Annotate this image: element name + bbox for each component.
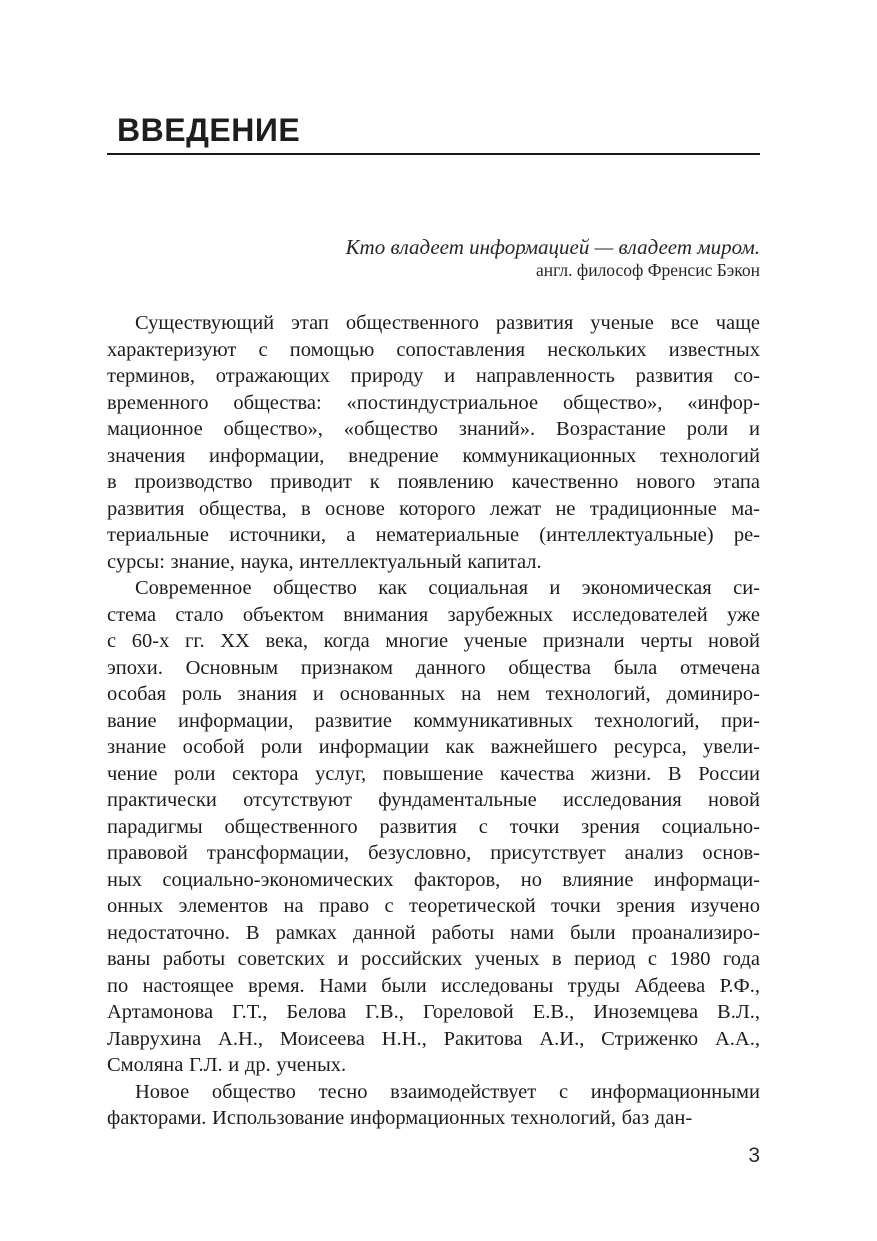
paragraph-line: особая роль знания и основанных на нем технологий, доминиро- [107,683,760,705]
paragraph-line: недостаточно. В рамках данной работы нами были проанализиро- [107,921,760,944]
paragraph-line: эпохи. Основным признаком данного общества была отмечена [107,656,760,679]
paragraph-line: с 60-х гг. XX века, когда многие ученые признали черты новой [107,630,760,652]
paragraph-line: характеризуют с помощью сопоставления нескольких известных [107,338,760,361]
body-text [107,310,760,1132]
paragraph-line: Современное общество как социальная и экономическая си- [135,577,760,599]
paragraph-line: сурсы: знание, наука, интеллектуальный капитал. [107,550,542,573]
paragraph-line: факторами. Использование информационных технологий, баз дан- [107,1107,693,1129]
paragraph-line: в производство приводит к появлению качественно нового этапа [107,471,760,493]
epigraph-attribution: англ. философ Френсис Бэкон [535,260,760,280]
chapter-title: ВВЕДЕНИЕ [117,112,301,148]
body-paragraph [107,310,760,575]
epigraph [107,235,760,281]
paragraph-line: парадигмы общественного развития с точки зрения социально- [107,815,760,838]
paragraph-line: териальные источники, а нематериальные (интеллектуальные) ре- [107,524,760,546]
paragraph-line: развития общества, в основе которого лежат не традиционные ма- [107,497,760,520]
page-content [107,0,760,1132]
paragraph-line: практически отсутствуют фундаментальные исследования новой [107,789,760,811]
paragraph-line: ных социально-экономических факторов, но влияние информаци- [107,868,760,891]
paragraph-line: Новое общество тесно взаимодействует с информационными [135,1080,760,1103]
body-paragraph [107,1079,760,1132]
paragraph-line: терминов, отражающих природу и направленность развития со- [107,365,760,387]
paragraph-line: онных элементов на право с теоретической точки зрения изучено [107,895,760,917]
paragraph-line: вание информации, развитие коммуникативных технологий, при- [107,709,760,732]
paragraph-line: правовой трансформации, безусловно, присутствует анализ основ- [107,842,760,864]
paragraph-line: знание особой роли информации как важнейшего ресурса, увели- [107,736,760,758]
paragraph-line: Артамонова Г.Т., Белова Г.В., Гореловой Е.В., Иноземцева В.Л., [107,1001,760,1023]
paragraph-line: мационное общество», «общество знаний». Возрастание роли и [107,418,760,440]
epigraph-quote: Кто владеет информацией — владеет миром. [345,235,760,259]
paragraph-line: стема стало объектом внимания зарубежных исследователей уже [107,603,760,626]
paragraph-line: ваны работы советских и российских ученых в период с 1980 года [107,948,760,970]
title-rule [107,153,760,155]
paragraph-line: чение роли сектора услуг, повышение качества жизни. В России [107,762,760,785]
paragraph-line: по настоящее время. Нами были исследованы труды Абдеева Р.Ф., [107,974,760,997]
paragraph-line: значения информации, внедрение коммуникационных технологий [107,444,760,467]
paragraph-line: временного общества: «постиндустриальное общество», «инфор- [107,391,760,414]
body-paragraph [107,575,760,1079]
page-number: 3 [748,1144,760,1167]
paragraph-line: Лаврухина А.Н., Моисеева Н.Н., Ракитова А.И., Стриженко А.А., [107,1027,760,1050]
paragraph-line: Смоляна Г.Л. и др. ученых. [107,1054,347,1076]
paragraph-line: Существующий этап общественного развития ученые все чаще [135,312,760,334]
